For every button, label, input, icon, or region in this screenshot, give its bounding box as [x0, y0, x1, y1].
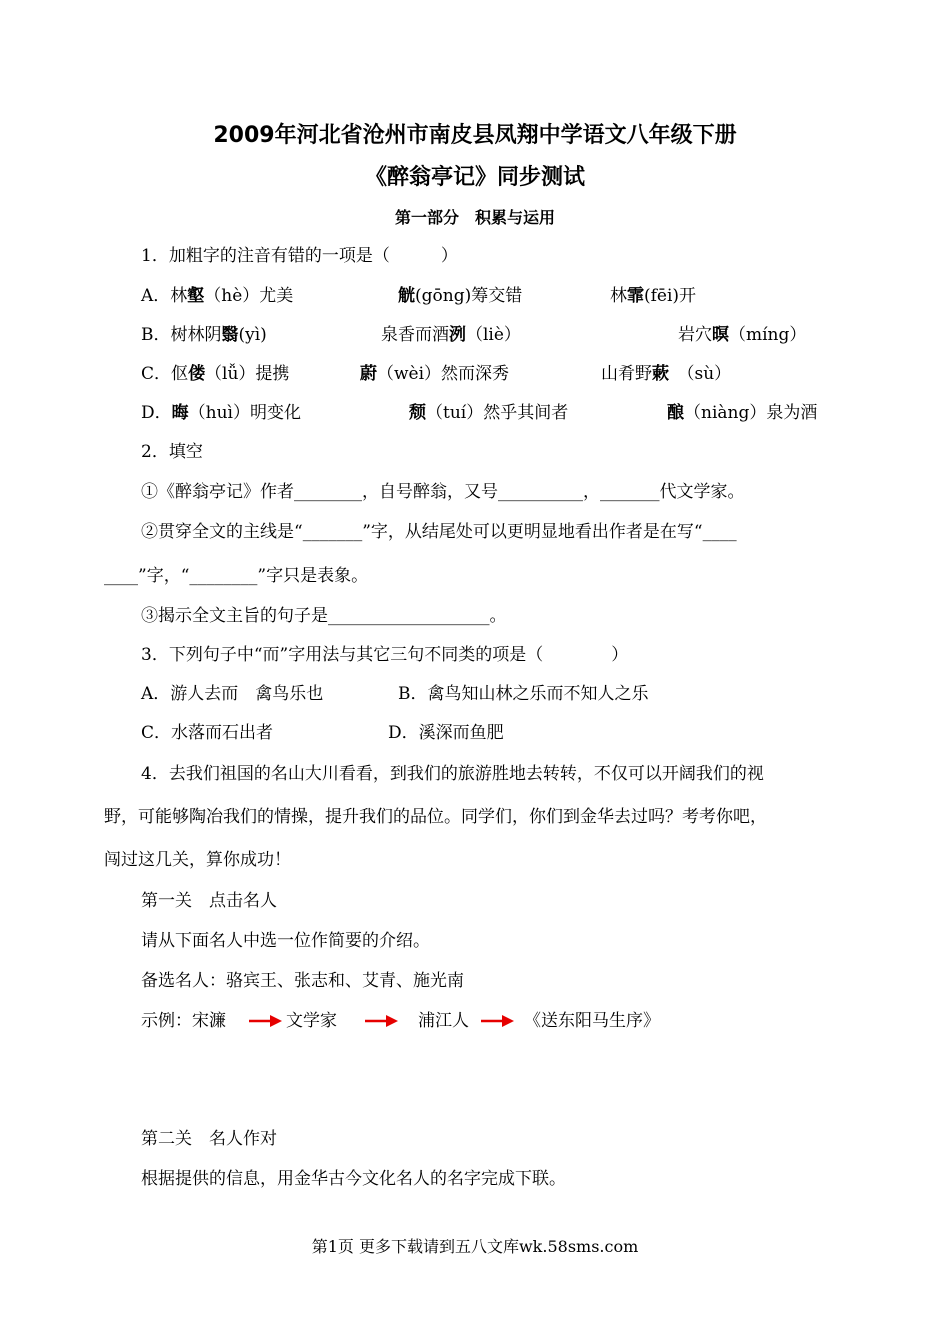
q3-option-a: A．游人去而 禽鸟乐也: [141, 684, 324, 704]
bold-char: 翳: [221, 325, 239, 345]
q3-option-c: C．水落而石出者: [141, 723, 274, 743]
q4-paragraph-line1: 4．去我们祖国的名山大川看看，到我们的旅游胜地去转转，不仅可以开阔我们的视: [141, 764, 764, 784]
arrow-right-icon: [364, 1014, 398, 1028]
q1-c-part1: C．伛偻（lǚ）提携: [141, 364, 290, 384]
q4-paragraph-line2: 野，可能够陶冶我们的情操，提升我们的品位。同学们，你们到金华去过吗？考考你吧，: [104, 807, 767, 827]
q3-stem: 3．下列句子中“而”字用法与其它三句不同类的项是（ ）: [141, 645, 629, 665]
document-title-line1: 2009年河北省沧州市南皮县凤翔中学语文八年级下册: [213, 123, 737, 148]
q1-b-part1: B．树林阴翳(yì): [141, 325, 267, 345]
q1-c-part2: 蔚（wèi）然而深秀: [360, 364, 510, 384]
level1-candidates: 备选名人：骆宾王、张志和、艾青、施光南: [141, 971, 464, 991]
bold-char: 蔚: [360, 364, 377, 384]
example-item-hometown: 浦江人: [418, 1011, 469, 1031]
bold-char: 暝: [712, 325, 729, 345]
q1-d-part1: D．晦（huì）明变化: [141, 403, 301, 423]
page-footer: 第1页 更多下载请到五八文库wk.58sms.com: [311, 1237, 639, 1256]
example-item-profession: 文学家: [286, 1011, 337, 1031]
q1-b-part2: 泉香而酒洌（liè）: [381, 325, 521, 345]
q1-c-part3: 山肴野蔌 （sù）: [601, 364, 732, 384]
q2-stem: 2．填空: [141, 442, 203, 462]
q1-a-part3: 林霏(fēi)开: [610, 286, 697, 306]
section-heading: 第一部分 积累与运用: [394, 208, 555, 227]
level2-instruction: 根据提供的信息，用金华古今文化名人的名字完成下联。: [141, 1169, 566, 1189]
bold-char: 觥: [398, 286, 415, 306]
level2-title: 第二关 名人作对: [141, 1129, 277, 1149]
level1-instruction: 请从下面名人中选一位作简要的介绍。: [141, 931, 430, 951]
q2-item2-line2: ____”字，“________”字只是表象。: [104, 566, 369, 586]
q1-d-part2: 颓（tuí）然乎其间者: [409, 403, 569, 423]
q1-stem: 1．加粗字的注音有错的一项是（ ）: [141, 246, 458, 266]
q2-item2-line1: ②贯穿全文的主线是“_______”字，从结尾处可以更明显地看出作者是在写“____: [141, 522, 737, 542]
bold-char: 霏: [627, 286, 644, 306]
q4-paragraph-line3: 闯过这几关，算你成功！: [104, 850, 291, 870]
q2-item3: ③揭示全文主旨的句子是___________________。: [141, 606, 507, 626]
bold-char: 蔌: [652, 364, 669, 384]
q1-a-part1: A．林壑（hè）尤美: [141, 286, 294, 306]
level1-title: 第一关 点击名人: [141, 891, 277, 911]
bold-char: 颓: [409, 403, 426, 423]
bold-char: 壑: [187, 286, 205, 306]
document-title-line2: 《醉翁亭记》同步测试: [364, 165, 585, 190]
bold-char: 酿: [667, 403, 684, 423]
arrow-right-icon: [248, 1014, 282, 1028]
q2-item1: ①《醉翁亭记》作者________，自号醉翁，又号__________，_______代文学家。: [141, 482, 745, 502]
example-item-work: 《送东阳马生序》: [524, 1011, 660, 1031]
bold-char: 晦: [171, 403, 189, 423]
q1-d-part3: 酿（niàng）泉为酒: [667, 403, 818, 423]
q3-option-b: B．禽鸟知山林之乐而不知人之乐: [398, 684, 649, 704]
q1-b-part3: 岩穴暝（míng）: [678, 325, 807, 345]
bold-char: 洌: [449, 325, 466, 345]
q1-a-part2: 觥(gōng)筹交错: [398, 286, 523, 306]
bold-char: 偻: [188, 364, 206, 384]
arrow-right-icon: [480, 1014, 514, 1028]
q3-option-d: D．溪深而鱼肥: [388, 723, 504, 743]
example-label: 示例：宋濂: [141, 1011, 226, 1031]
